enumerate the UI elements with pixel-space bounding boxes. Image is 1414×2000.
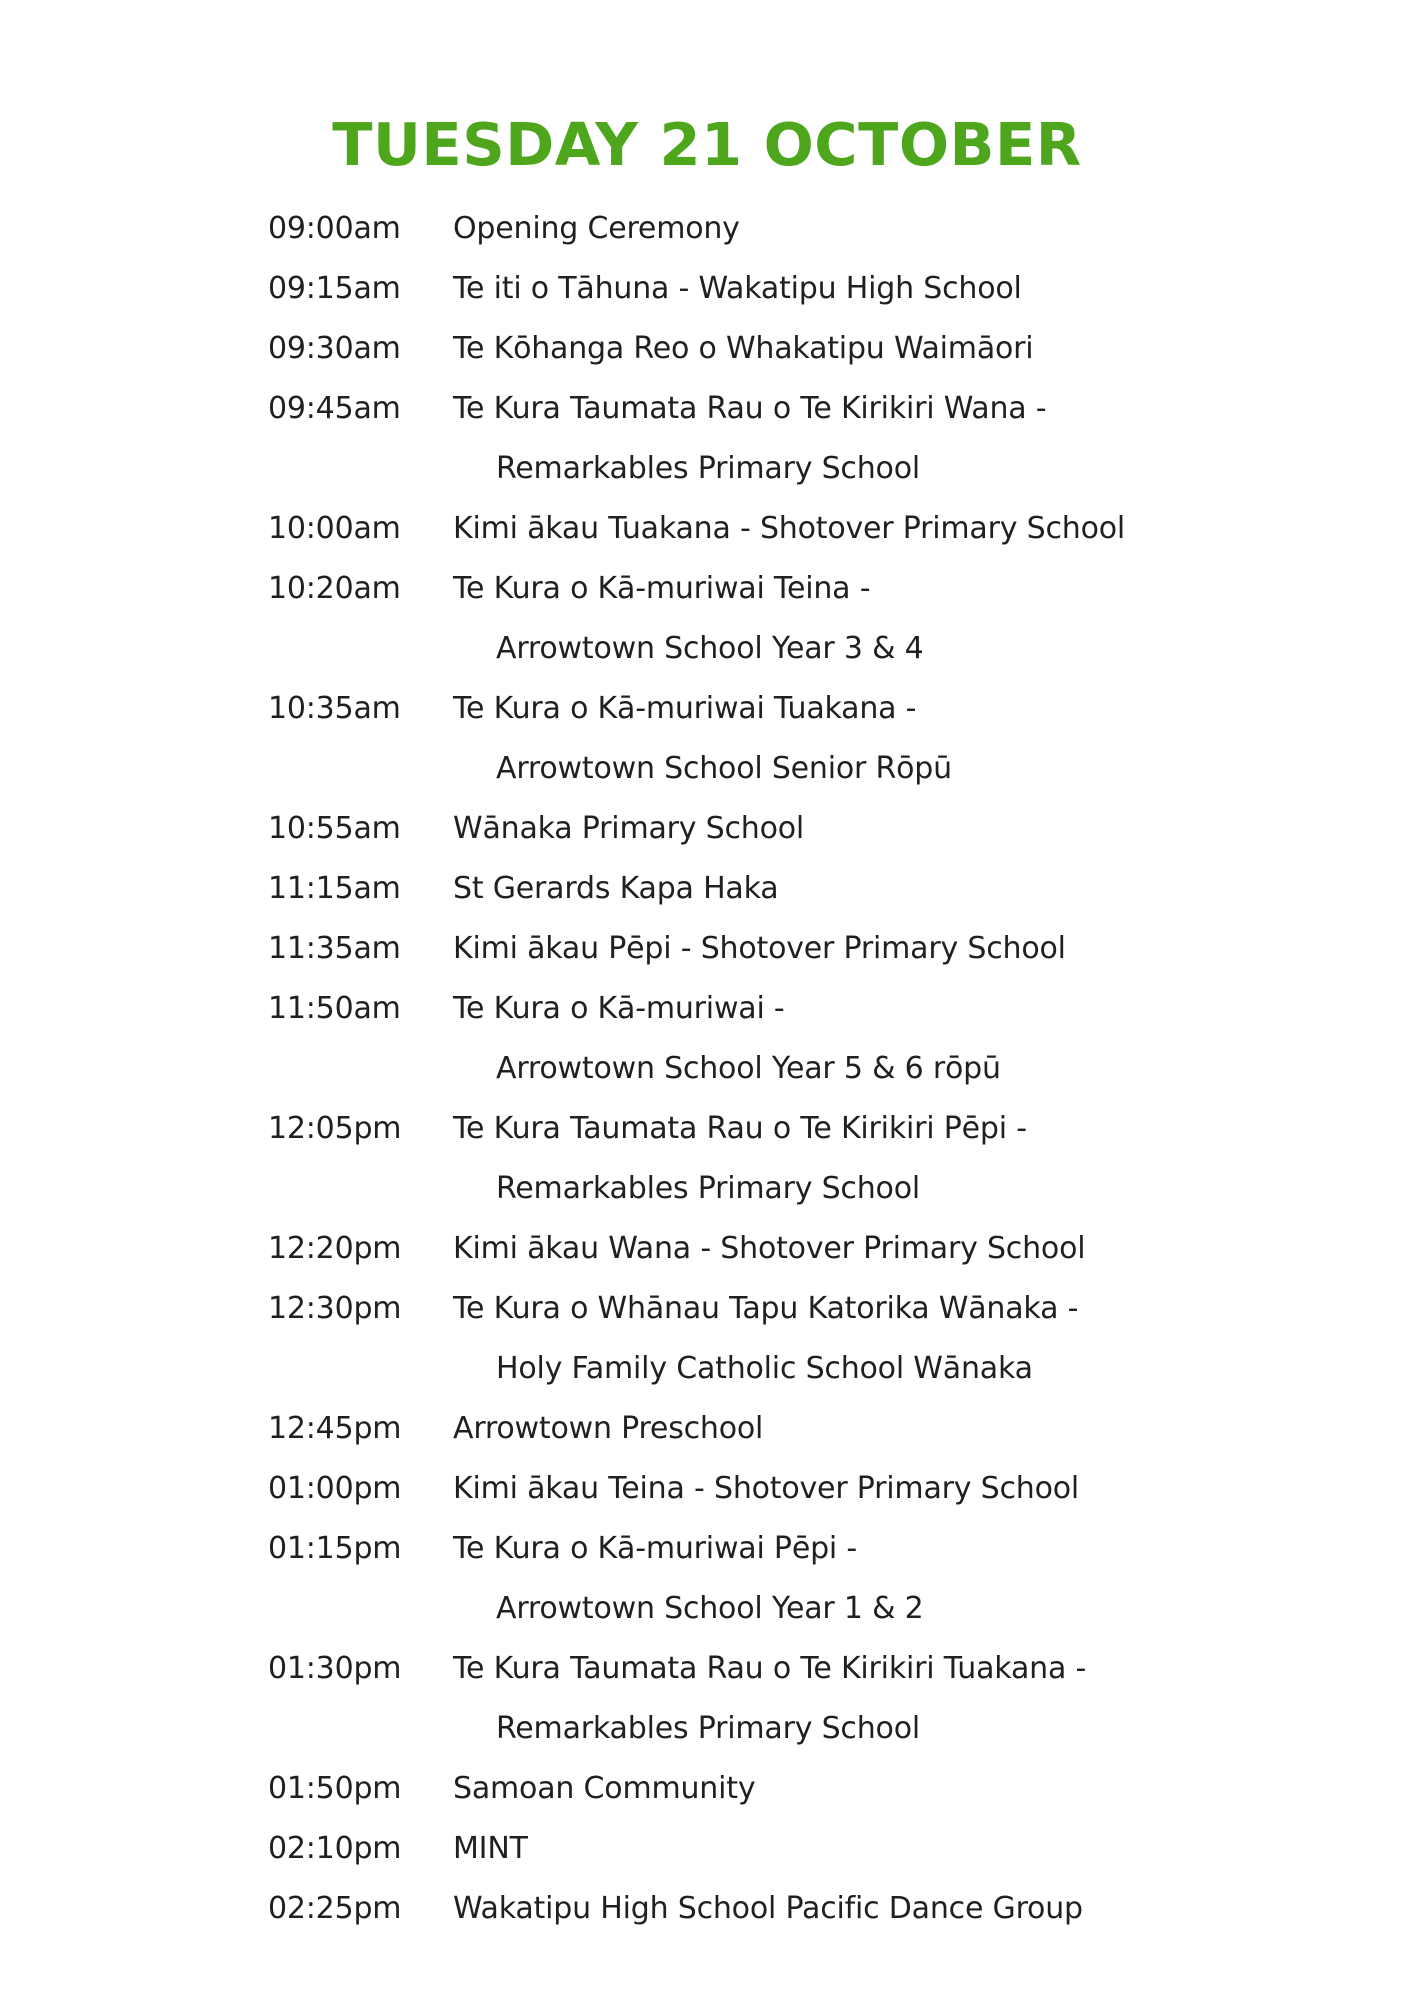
schedule-event-continued: Arrowtown School Senior Rōpū — [496, 751, 952, 786]
schedule-item — [0, 979, 1414, 1099]
schedule-item — [0, 919, 1414, 979]
schedule-time: 09:00am — [268, 211, 401, 246]
schedule-line — [0, 319, 1414, 379]
schedule-item — [0, 859, 1414, 919]
schedule-time: 01:50pm — [268, 1771, 402, 1806]
schedule-item — [0, 259, 1414, 319]
schedule-time: 01:15pm — [268, 1531, 402, 1566]
schedule-event: Te Kura Taumata Rau o Te Kirikiri Pēpi - — [453, 1111, 1027, 1146]
schedule-event: Kimi ākau Tuakana - Shotover Primary School — [453, 511, 1126, 546]
schedule-time: 10:35am — [268, 691, 401, 726]
schedule-line-continued — [0, 1339, 1414, 1399]
schedule-line — [0, 1819, 1414, 1879]
schedule-list — [0, 199, 1414, 1939]
schedule-item — [0, 799, 1414, 859]
schedule-event: Te Kura o Kā-muriwai Tuakana - — [453, 691, 917, 726]
page-title: TUESDAY 21 OCTOBER — [332, 110, 1082, 179]
schedule-event-continued: Remarkables Primary School — [496, 1711, 920, 1746]
schedule-time: 12:45pm — [268, 1411, 402, 1446]
schedule-event: Kimi ākau Teina - Shotover Primary School — [453, 1471, 1080, 1506]
schedule-event: Te Kura o Kā-muriwai Teina - — [453, 571, 871, 606]
schedule-event: MINT — [453, 1831, 528, 1866]
schedule-event: Arrowtown Preschool — [453, 1411, 764, 1446]
schedule-line — [0, 1759, 1414, 1819]
schedule-event: Te Kura o Kā-muriwai - — [453, 991, 785, 1026]
schedule-time: 10:55am — [268, 811, 401, 846]
schedule-time: 10:20am — [268, 571, 401, 606]
schedule-line — [0, 559, 1414, 619]
schedule-item — [0, 1819, 1414, 1879]
schedule-event: Opening Ceremony — [453, 211, 740, 246]
schedule-line — [0, 379, 1414, 439]
schedule-line — [0, 1879, 1414, 1939]
schedule-time: 10:00am — [268, 511, 401, 546]
schedule-time: 02:10pm — [268, 1831, 402, 1866]
schedule-event-continued: Arrowtown School Year 1 & 2 — [496, 1591, 924, 1626]
schedule-item — [0, 1099, 1414, 1219]
schedule-time: 11:15am — [268, 871, 401, 906]
schedule-item — [0, 1639, 1414, 1759]
schedule-event-continued: Remarkables Primary School — [496, 451, 920, 486]
schedule-item — [0, 1519, 1414, 1639]
schedule-line — [0, 1639, 1414, 1699]
schedule-item — [0, 1759, 1414, 1819]
schedule-line — [0, 799, 1414, 859]
schedule-line — [0, 1279, 1414, 1339]
schedule-line — [0, 679, 1414, 739]
schedule-event: Samoan Community — [453, 1771, 756, 1806]
schedule-line — [0, 1519, 1414, 1579]
schedule-event: Wānaka Primary School — [453, 811, 805, 846]
schedule-line — [0, 979, 1414, 1039]
schedule-item — [0, 379, 1414, 499]
schedule-line — [0, 199, 1414, 259]
schedule-event: Te Kura o Kā-muriwai Pēpi - — [453, 1531, 858, 1566]
schedule-event: Kimi ākau Pēpi - Shotover Primary School — [453, 931, 1066, 966]
schedule-event-continued: Arrowtown School Year 3 & 4 — [496, 631, 924, 666]
schedule-event: Wakatipu High School Pacific Dance Group — [453, 1891, 1083, 1926]
schedule-line-continued — [0, 439, 1414, 499]
schedule-line — [0, 1219, 1414, 1279]
schedule-time: 12:05pm — [268, 1111, 402, 1146]
schedule-line — [0, 919, 1414, 979]
schedule-item — [0, 559, 1414, 679]
schedule-event-continued: Holy Family Catholic School Wānaka — [496, 1351, 1033, 1386]
schedule-line-continued — [0, 739, 1414, 799]
schedule-line — [0, 1459, 1414, 1519]
schedule-line — [0, 859, 1414, 919]
schedule-item — [0, 679, 1414, 799]
schedule-time: 12:20pm — [268, 1231, 402, 1266]
schedule-item — [0, 1399, 1414, 1459]
schedule-event: Te iti o Tāhuna - Wakatipu High School — [453, 271, 1022, 306]
schedule-event: Te Kura Taumata Rau o Te Kirikiri Tuakana - — [453, 1651, 1087, 1686]
schedule-line-continued — [0, 1699, 1414, 1759]
schedule-line — [0, 499, 1414, 559]
schedule-line-continued — [0, 619, 1414, 679]
schedule-line-continued — [0, 1159, 1414, 1219]
schedule-event: Kimi ākau Wana - Shotover Primary School — [453, 1231, 1086, 1266]
schedule-item — [0, 1459, 1414, 1519]
schedule-event: Te Kōhanga Reo o Whakatipu Waimāori — [453, 331, 1034, 366]
schedule-line — [0, 259, 1414, 319]
schedule-time: 11:50am — [268, 991, 401, 1026]
schedule-event-continued: Remarkables Primary School — [496, 1171, 920, 1206]
schedule-time: 11:35am — [268, 931, 401, 966]
schedule-event: Te Kura Taumata Rau o Te Kirikiri Wana - — [453, 391, 1047, 426]
schedule-time: 01:00pm — [268, 1471, 402, 1506]
schedule-line — [0, 1099, 1414, 1159]
schedule-item — [0, 499, 1414, 559]
schedule-event-continued: Arrowtown School Year 5 & 6 rōpū — [496, 1051, 1001, 1086]
schedule-time: 01:30pm — [268, 1651, 402, 1686]
schedule-item — [0, 319, 1414, 379]
schedule-item — [0, 199, 1414, 259]
schedule-line-continued — [0, 1039, 1414, 1099]
schedule-item — [0, 1279, 1414, 1399]
schedule-event: Te Kura o Whānau Tapu Katorika Wānaka - — [453, 1291, 1079, 1326]
schedule-item — [0, 1219, 1414, 1279]
schedule-time: 09:15am — [268, 271, 401, 306]
schedule-item — [0, 1879, 1414, 1939]
schedule-event: St Gerards Kapa Haka — [453, 871, 779, 906]
schedule-time: 09:30am — [268, 331, 401, 366]
schedule-line — [0, 1399, 1414, 1459]
schedule-time: 02:25pm — [268, 1891, 402, 1926]
schedule-line-continued — [0, 1579, 1414, 1639]
schedule-time: 09:45am — [268, 391, 401, 426]
schedule-time: 12:30pm — [268, 1291, 402, 1326]
